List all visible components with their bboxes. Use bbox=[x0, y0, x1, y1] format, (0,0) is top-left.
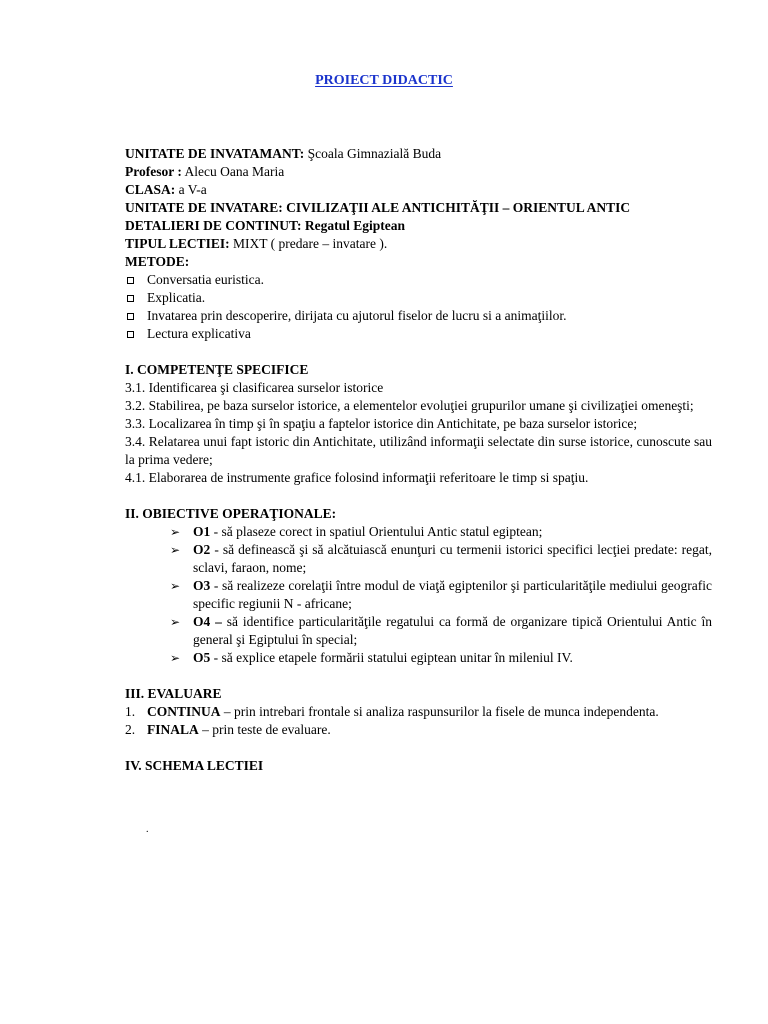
clasa-value: a V-a bbox=[175, 182, 207, 197]
unitate-invatare-line: UNITATE DE INVATARE: CIVILIZAŢII ALE ANTICHITĂŢII – ORIENTUL ANTIC bbox=[125, 200, 631, 215]
square-bullet-icon bbox=[127, 313, 134, 320]
list-item: Invatarea prin descoperire, dirijata cu ajutorul fiselor de lucru si a animaţiilor. bbox=[125, 307, 712, 325]
profesor-line bbox=[125, 163, 712, 181]
list-item: Lectura explicativa bbox=[125, 325, 712, 343]
profesor-label: Profesor : bbox=[125, 164, 182, 179]
competenta-item: 4.1. Elaborarea de instrumente grafice folosind informaţii referitoare le timp si spaţiu. bbox=[125, 470, 589, 485]
schema-heading: IV. SCHEMA LECTIEI bbox=[125, 758, 264, 773]
obiective-heading: II. OBIECTIVE OPERAŢIONALE: bbox=[125, 506, 337, 521]
square-bullet-icon bbox=[127, 277, 134, 284]
arrow-bullet-icon: ➢ bbox=[170, 579, 181, 593]
detalieri-value: Regatul Egiptean bbox=[301, 218, 406, 233]
square-bullet-icon bbox=[127, 331, 134, 338]
list-item: ➢ O4 – să identifice particularităţile regatului ca formă de organizare tipică Orientului Antic în general şi Egiptului în special; bbox=[170, 614, 712, 647]
arrow-bullet-icon: ➢ bbox=[170, 543, 181, 557]
list-item: 1. CONTINUA – prin intrebari frontale si analiza raspunsurilor la fisele de munca independenta. bbox=[125, 704, 659, 719]
tipul-lectiei-value: MIXT ( predare – invatare ). bbox=[229, 236, 388, 251]
competenta-item: 3.1. Identificarea şi clasificarea surselor istorice bbox=[125, 380, 384, 395]
unitate-invatamant-value: Şcoala Gimnazială Buda bbox=[304, 146, 442, 161]
clasa-line bbox=[125, 181, 712, 199]
detalieri-label: DETALIERI DE CONTINUT: bbox=[125, 218, 302, 233]
list-item: Explicatia. bbox=[125, 289, 712, 307]
competenta-item: 3.3. Localizarea în timp şi în spaţiu a faptelor istorice din Antichitate, pe baza surselor istorice; bbox=[125, 416, 638, 431]
arrow-bullet-icon: ➢ bbox=[170, 651, 181, 665]
profesor-value: Alecu Oana Maria bbox=[181, 164, 285, 179]
document-title: PROIECT DIDACTIC bbox=[315, 73, 453, 88]
competente-list bbox=[125, 379, 712, 487]
document-body bbox=[125, 145, 712, 775]
unitate-invatamant-line bbox=[125, 145, 712, 163]
competenta-item: 3.2. Stabilirea, pe baza surselor istorice, a elementelor evoluţiei grupurilor umane şi civilizaţiei omeneşti; bbox=[125, 398, 694, 413]
square-bullet-icon bbox=[127, 295, 134, 302]
trailing-dot: . bbox=[146, 824, 149, 835]
obiective-list bbox=[125, 523, 712, 667]
list-item: Conversatia euristica. bbox=[125, 271, 712, 289]
clasa-label: CLASA: bbox=[125, 182, 176, 197]
list-item: ➢ O1 - să plaseze corect in spatiul Orientului Antic statul egiptean; bbox=[170, 524, 543, 539]
arrow-bullet-icon: ➢ bbox=[170, 615, 181, 629]
tipul-lectiei-line bbox=[125, 235, 712, 253]
metode-label: METODE: bbox=[125, 254, 190, 269]
list-item: 2. FINALA – prin teste de evaluare. bbox=[125, 722, 331, 737]
list-item: ➢ O3 - să realizeze corelaţii între modul de viaţă egiptenilor şi particularităţile mediului geografic specific regiunii N - africane; bbox=[170, 578, 712, 611]
competenta-item: 3.4. Relatarea unui fapt istoric din Antichitate, utilizând informaţii selectate din surse istorice, cunoscute sau la prima vedere; bbox=[125, 434, 712, 467]
tipul-lectiei-label: TIPUL LECTIEI: bbox=[125, 236, 230, 251]
competente-heading: I. COMPETENŢE SPECIFICE bbox=[125, 362, 309, 377]
detalieri-line bbox=[125, 217, 712, 235]
list-item: ➢ O5 - să explice etapele formării statului egiptean unitar în mileniul IV. bbox=[170, 650, 573, 665]
metode-list bbox=[125, 271, 712, 343]
evaluare-heading: III. EVALUARE bbox=[125, 686, 222, 701]
unitate-invatamant-label: UNITATE DE INVATAMANT: bbox=[125, 146, 305, 161]
list-item: ➢ O2 - să definească şi să alcătuiască enunţuri cu termenii istorici specifici lecţiei predate: regat, sclavi, faraon, nome; bbox=[170, 542, 712, 575]
evaluare-list bbox=[125, 703, 712, 739]
arrow-bullet-icon: ➢ bbox=[170, 525, 181, 539]
